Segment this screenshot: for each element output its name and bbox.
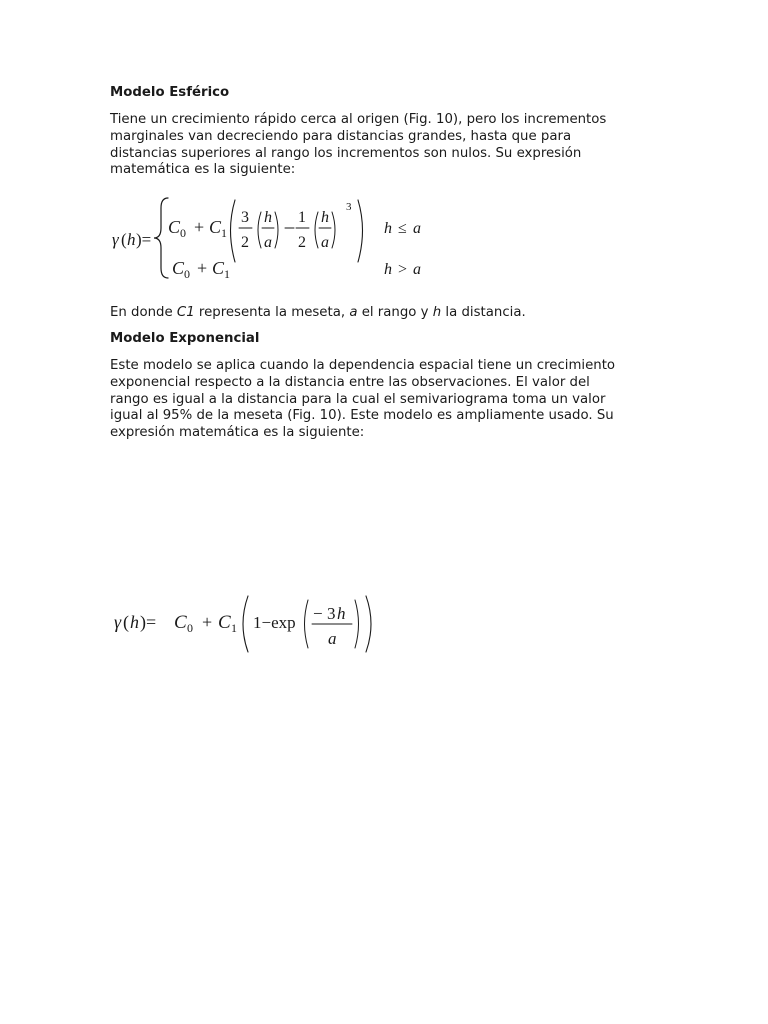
svg-text:−: − (313, 604, 323, 623)
svg-text:(: ( (121, 230, 127, 249)
svg-text:3: 3 (241, 209, 249, 226)
svg-text:1: 1 (221, 226, 227, 240)
svg-text:1: 1 (298, 209, 306, 226)
svg-text:)=: )= (136, 230, 152, 249)
svg-text:h: h (384, 261, 392, 278)
svg-text:2: 2 (298, 234, 306, 251)
paragraph-exponencial (110, 358, 670, 442)
svg-text:+: + (197, 258, 208, 278)
text-line: rango es igual a la distancia para la cual el semivariograma toma un valor (110, 391, 606, 407)
text-line: matemática es la siguiente: (110, 162, 296, 178)
svg-text:C: C (172, 258, 185, 278)
svg-text:C: C (212, 258, 225, 278)
text-line: distancias superiores al rango los incrementos son nulos. Su expresión (110, 145, 582, 161)
note-var-a: a (349, 305, 358, 320)
svg-text:a: a (413, 261, 421, 278)
svg-text:C: C (174, 612, 187, 633)
text-line: expresión matemática es la siguiente: (110, 425, 365, 441)
svg-text:1: 1 (224, 267, 230, 281)
text-line: marginales van decreciendo para distancias grandes, hasta que para (110, 128, 572, 144)
svg-text:)=: )= (140, 612, 157, 632)
svg-text:C: C (209, 217, 222, 237)
svg-text:0: 0 (180, 226, 186, 240)
heading-modelo-esferico: Modelo Esférico (110, 85, 230, 100)
heading-modelo-exponencial: Modelo Exponencial (110, 331, 260, 346)
variables-note (110, 305, 670, 322)
svg-text:C: C (218, 612, 231, 633)
svg-text:>: > (398, 261, 408, 278)
svg-text:3: 3 (346, 201, 352, 213)
paragraph-esferico (110, 112, 670, 179)
svg-text:+: + (194, 217, 205, 237)
svg-text:h: h (130, 612, 139, 632)
svg-text:a: a (264, 234, 272, 251)
svg-text:γ: γ (112, 230, 119, 249)
text-line: igual al 95% de la meseta (Fig. 10). Este modelo es ampliamente usado. Su (110, 408, 614, 424)
text-line: Tiene un crecimiento rápido cerca al origen (Fig. 10), pero los incrementos (110, 112, 607, 127)
svg-text:h: h (384, 220, 392, 237)
svg-text:h: h (337, 604, 346, 623)
svg-text:+: + (202, 612, 213, 632)
note-text: la distancia. (441, 305, 526, 320)
svg-text:3: 3 (327, 604, 336, 623)
svg-text:0: 0 (184, 267, 190, 281)
note-text: el rango y (357, 305, 433, 320)
svg-text:C: C (168, 217, 181, 237)
note-var-h: h (432, 305, 442, 320)
svg-text:h: h (264, 209, 272, 226)
equation-exponential-model (108, 592, 398, 656)
svg-text:a: a (328, 629, 337, 648)
note-text: En donde (110, 305, 177, 320)
svg-text:a: a (321, 234, 329, 251)
svg-text:(: ( (123, 612, 129, 632)
svg-text:γ: γ (114, 612, 122, 632)
text-line: exponencial respecto a la distancia entre las observaciones. El valor del (110, 374, 590, 390)
svg-text:h: h (321, 209, 329, 226)
svg-text:1: 1 (231, 621, 237, 635)
note-var-c1: C1 (176, 305, 195, 320)
svg-text:h: h (127, 230, 136, 249)
svg-text:a: a (413, 220, 421, 237)
svg-text:2: 2 (241, 234, 249, 251)
note-text: representa la meseta, (194, 305, 350, 320)
svg-text:≤: ≤ (398, 220, 407, 237)
svg-text:1−exp: 1−exp (253, 613, 296, 632)
text-line: Este modelo se aplica cuando la dependencia espacial tiene un crecimiento (110, 358, 616, 373)
equation-spherical-model (108, 192, 438, 284)
svg-text:0: 0 (187, 621, 193, 635)
